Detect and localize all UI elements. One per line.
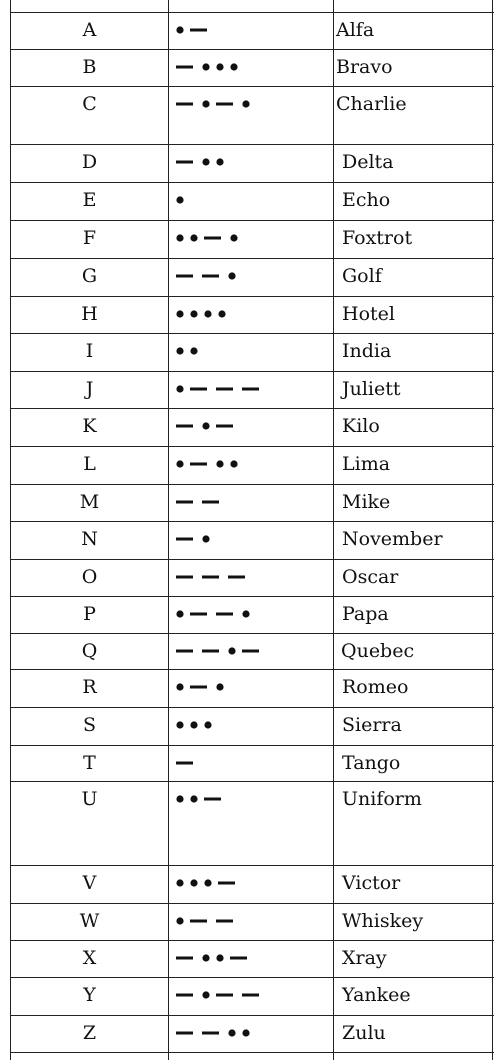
code-word-cell: November xyxy=(342,528,443,550)
letter-cell: X xyxy=(82,947,97,969)
morse-dash xyxy=(216,425,233,428)
morse-code-cell xyxy=(176,303,326,325)
table-row-divider xyxy=(10,745,494,746)
morse-code-cell xyxy=(176,566,326,588)
letter-cell: Z xyxy=(82,1022,97,1044)
morse-dash xyxy=(216,388,233,391)
morse-dash xyxy=(242,994,259,997)
table-row-divider xyxy=(10,1015,494,1016)
morse-dash xyxy=(202,1032,219,1035)
code-word-cell: Kilo xyxy=(342,415,380,437)
morse-dot xyxy=(176,683,183,690)
morse-code-cell xyxy=(176,872,326,894)
table-row-divider xyxy=(10,1052,494,1053)
letter-cell: B xyxy=(82,56,97,78)
morse-dot xyxy=(202,63,209,70)
morse-dot xyxy=(190,795,197,802)
morse-dot xyxy=(242,1029,249,1036)
morse-code-cell xyxy=(176,453,326,475)
morse-dot xyxy=(218,310,225,317)
morse-dot xyxy=(202,100,209,107)
letter-cell: F xyxy=(82,227,97,249)
code-word-cell: India xyxy=(342,340,392,362)
morse-dot xyxy=(176,721,183,728)
morse-dot xyxy=(176,460,183,467)
table-row-divider xyxy=(10,669,494,670)
morse-code-cell xyxy=(176,1022,326,1044)
table-row-divider xyxy=(10,144,494,145)
letter-cell: U xyxy=(81,788,98,810)
morse-dot xyxy=(230,460,237,467)
morse-code-cell xyxy=(176,603,326,625)
code-word-cell: Whiskey xyxy=(342,910,424,932)
morse-dash xyxy=(228,576,245,579)
morse-dot xyxy=(202,535,209,542)
code-word-cell: Xray xyxy=(342,947,387,969)
morse-dot xyxy=(190,234,197,241)
letter-cell: Q xyxy=(81,640,98,662)
letter-cell: Y xyxy=(83,984,96,1006)
code-word-cell: Oscar xyxy=(342,566,399,588)
morse-dash xyxy=(204,237,221,240)
morse-dot xyxy=(228,647,235,654)
code-word-cell: Delta xyxy=(342,151,394,173)
morse-code-cell xyxy=(176,947,326,969)
morse-code-cell xyxy=(176,93,326,115)
morse-dash xyxy=(190,613,207,616)
letter-cell: L xyxy=(83,453,96,475)
morse-dot xyxy=(242,610,249,617)
table-row-divider xyxy=(10,371,494,372)
morse-dash xyxy=(216,613,233,616)
morse-code-cell xyxy=(176,227,326,249)
morse-dot xyxy=(216,954,223,961)
code-word-cell: Golf xyxy=(342,265,382,287)
morse-dot xyxy=(190,347,197,354)
morse-code-cell xyxy=(176,189,326,211)
morse-dot xyxy=(176,385,183,392)
morse-dash xyxy=(176,538,193,541)
letter-cell: P xyxy=(83,603,96,625)
letter-cell: V xyxy=(82,872,97,894)
morse-dot xyxy=(190,310,197,317)
morse-dot xyxy=(202,422,209,429)
morse-code-cell xyxy=(176,640,326,662)
table-row-divider xyxy=(10,559,494,560)
letter-cell: N xyxy=(81,528,98,550)
morse-dash xyxy=(216,994,233,997)
table-row-divider xyxy=(10,596,494,597)
table-row-divider xyxy=(10,333,494,334)
code-word-cell: Bravo xyxy=(336,56,393,78)
morse-code-cell xyxy=(176,788,326,810)
morse-dot xyxy=(190,879,197,886)
morse-dash xyxy=(176,957,193,960)
morse-dot xyxy=(176,196,183,203)
morse-dash xyxy=(176,103,193,106)
letter-cell: K xyxy=(82,415,97,437)
table-row-divider xyxy=(10,182,494,183)
morse-dash xyxy=(190,388,207,391)
morse-code-cell xyxy=(176,56,326,78)
morse-dot xyxy=(190,721,197,728)
table-row-divider xyxy=(10,296,494,297)
letter-cell: O xyxy=(81,566,98,588)
table-row-divider xyxy=(10,12,494,13)
letter-cell: W xyxy=(79,910,100,932)
table-row-divider xyxy=(10,633,494,634)
morse-dot xyxy=(204,879,211,886)
table-column-divider xyxy=(333,0,334,1060)
morse-dash xyxy=(202,501,219,504)
morse-code-cell xyxy=(176,19,326,41)
code-word-cell: Alfa xyxy=(336,19,375,41)
morse-dot xyxy=(176,26,183,33)
table-row-divider xyxy=(10,521,494,522)
code-word-cell: Romeo xyxy=(342,676,409,698)
table-row-divider xyxy=(10,865,494,866)
morse-dot xyxy=(228,1029,235,1036)
morse-dash xyxy=(190,463,207,466)
morse-dash xyxy=(204,798,221,801)
table-row-divider xyxy=(10,940,494,941)
letter-cell: H xyxy=(81,303,98,325)
morse-code-cell xyxy=(176,415,326,437)
morse-dash xyxy=(190,29,207,32)
table-row-divider xyxy=(10,781,494,782)
table-row-divider xyxy=(10,484,494,485)
morse-dot xyxy=(202,158,209,165)
code-word-cell: Zulu xyxy=(342,1022,386,1044)
letter-cell: C xyxy=(82,93,97,115)
morse-dot xyxy=(216,460,223,467)
morse-dash xyxy=(230,957,247,960)
letter-cell: G xyxy=(81,265,98,287)
letter-cell: D xyxy=(81,151,98,173)
table-row-divider xyxy=(10,977,494,978)
morse-code-cell xyxy=(176,676,326,698)
morse-dot xyxy=(230,234,237,241)
table-row-divider xyxy=(10,49,494,50)
morse-dash xyxy=(176,994,193,997)
letter-cell: I xyxy=(85,340,94,362)
morse-dot xyxy=(202,991,209,998)
code-word-cell: Lima xyxy=(342,453,391,475)
morse-dash xyxy=(176,66,193,69)
morse-dash xyxy=(216,920,233,923)
morse-dot xyxy=(228,272,235,279)
morse-dot xyxy=(216,683,223,690)
morse-code-cell xyxy=(176,378,326,400)
letter-cell: T xyxy=(83,752,96,774)
code-word-cell: Papa xyxy=(342,603,389,625)
morse-code-cell xyxy=(176,752,326,774)
morse-dot xyxy=(176,234,183,241)
morse-dot xyxy=(176,610,183,617)
morse-dot xyxy=(242,100,249,107)
code-word-cell: Uniform xyxy=(342,788,422,810)
code-word-cell: Victor xyxy=(342,872,401,894)
morse-dash xyxy=(176,425,193,428)
morse-dash xyxy=(176,501,193,504)
code-word-cell: Hotel xyxy=(342,303,395,325)
code-word-cell: Juliett xyxy=(342,378,401,400)
table-column-divider xyxy=(492,0,493,1060)
code-word-cell: Echo xyxy=(342,189,391,211)
morse-dot xyxy=(216,158,223,165)
morse-dot xyxy=(216,63,223,70)
morse-dash xyxy=(242,650,259,653)
morse-dot xyxy=(176,879,183,886)
code-word-cell: Charlie xyxy=(336,93,407,115)
morse-code-cell xyxy=(176,910,326,932)
table-row-divider xyxy=(10,86,494,87)
letter-cell: J xyxy=(85,378,94,400)
morse-dot xyxy=(176,310,183,317)
morse-dash xyxy=(218,882,235,885)
code-word-cell: Yankee xyxy=(342,984,411,1006)
morse-dash xyxy=(176,275,193,278)
morse-dash xyxy=(202,650,219,653)
morse-dash xyxy=(176,1032,193,1035)
table-row-divider xyxy=(10,258,494,259)
table-column-divider xyxy=(168,0,169,1060)
morse-dot xyxy=(204,310,211,317)
code-word-cell: Quebec xyxy=(341,640,415,662)
morse-code-cell xyxy=(176,265,326,287)
code-word-cell: Mike xyxy=(342,491,391,513)
morse-dot xyxy=(230,63,237,70)
morse-dot xyxy=(204,721,211,728)
code-word-cell: Foxtrot xyxy=(342,227,413,249)
morse-dash xyxy=(202,275,219,278)
morse-code-cell xyxy=(176,714,326,736)
morse-dash xyxy=(190,686,207,689)
table-row-divider xyxy=(10,220,494,221)
letter-cell: M xyxy=(79,491,100,513)
code-word-cell: Tango xyxy=(342,752,401,774)
morse-code-cell xyxy=(176,984,326,1006)
table-row-divider xyxy=(10,446,494,447)
morse-dash xyxy=(176,576,193,579)
letter-cell: R xyxy=(82,676,97,698)
morse-dash xyxy=(176,161,193,164)
morse-dot xyxy=(176,917,183,924)
morse-dash xyxy=(216,103,233,106)
letter-cell: S xyxy=(82,714,97,736)
table-row-divider xyxy=(10,408,494,409)
morse-code-cell xyxy=(176,151,326,173)
letter-cell: A xyxy=(82,19,97,41)
morse-dot xyxy=(202,954,209,961)
morse-code-cell xyxy=(176,528,326,550)
morse-code-cell xyxy=(176,340,326,362)
table-row-divider xyxy=(10,903,494,904)
morse-dash xyxy=(176,650,193,653)
morse-dash xyxy=(242,388,259,391)
morse-dash xyxy=(202,576,219,579)
morse-dot xyxy=(176,795,183,802)
code-word-cell: Sierra xyxy=(342,714,402,736)
morse-code-cell xyxy=(176,491,326,513)
morse-dot xyxy=(176,347,183,354)
table-row-divider xyxy=(10,707,494,708)
morse-dash xyxy=(190,920,207,923)
letter-cell: E xyxy=(82,189,97,211)
morse-dash xyxy=(176,762,193,765)
